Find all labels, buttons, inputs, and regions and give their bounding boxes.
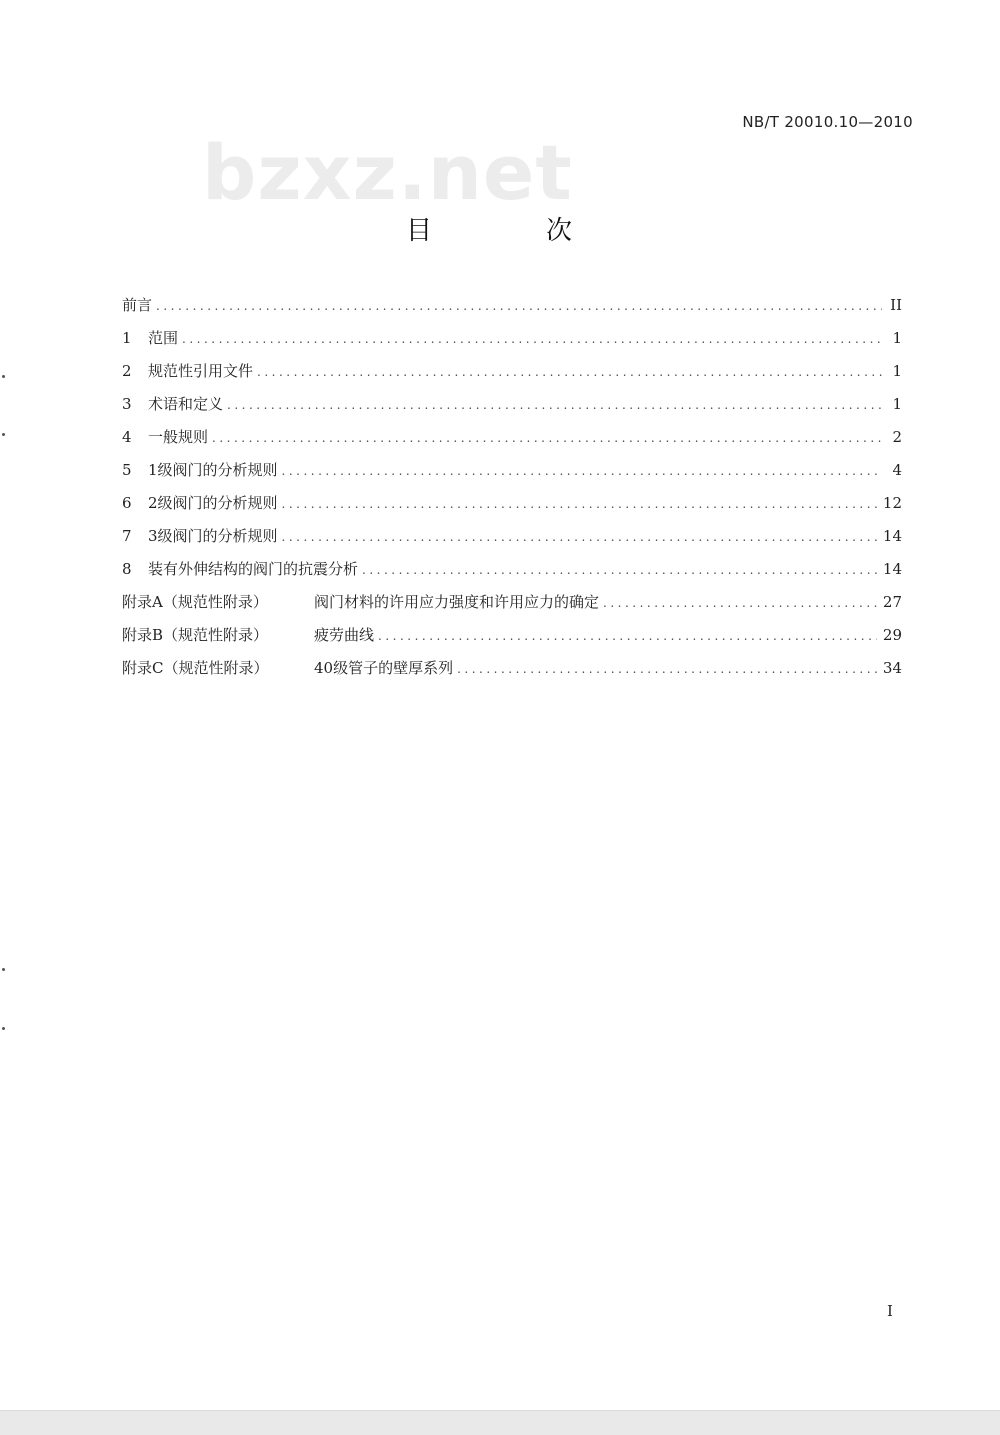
toc-leader-dots	[227, 398, 882, 412]
toc-entry-2[interactable]	[122, 360, 902, 393]
toc-leader-dots	[212, 431, 882, 445]
toc-entry-5[interactable]	[122, 459, 902, 492]
toc-leader-dots	[282, 464, 882, 478]
scan-speck	[2, 1027, 5, 1030]
toc-page-number: 1	[892, 362, 902, 380]
scan-speck	[2, 375, 5, 378]
toc-leader-dots	[603, 596, 877, 610]
toc-page-number: 29	[882, 626, 902, 644]
toc-section-number: 3	[122, 395, 132, 413]
toc-appendix-tag: 附录A（规范性附录）	[122, 593, 268, 611]
toc-page-number: 4	[892, 461, 902, 479]
toc-page-number: II	[890, 296, 902, 314]
toc-page-number: 1	[892, 329, 902, 347]
toc-entry-4[interactable]	[122, 426, 902, 459]
toc-label: 3级阀门的分析规则	[148, 527, 278, 545]
toc-page-number: 34	[882, 659, 902, 677]
toc-entry-appendix-a[interactable]	[122, 591, 902, 624]
toc-leader-dots	[282, 497, 877, 511]
toc-entry-foreword[interactable]	[122, 294, 902, 327]
toc-label: 一般规则	[148, 428, 209, 446]
toc-entry-7[interactable]	[122, 525, 902, 558]
toc-page-number: 1	[892, 395, 902, 413]
toc-entry-3[interactable]	[122, 393, 902, 426]
scan-speck	[2, 433, 5, 436]
toc-entry-6[interactable]	[122, 492, 902, 525]
toc-label: 范围	[148, 329, 179, 347]
toc-label: 装有外伸结构的阀门的抗震分析	[148, 560, 359, 578]
toc-label: 规范性引用文件	[148, 362, 254, 380]
page-title: 目 次	[405, 216, 616, 246]
standard-code: NB/T 20010.10—2010	[742, 113, 913, 131]
toc-label: 疲劳曲线	[314, 626, 375, 644]
toc-label: 40级管子的壁厚系列	[314, 659, 454, 677]
toc-section-number: 2	[122, 362, 132, 380]
toc-section-number: 1	[122, 329, 132, 347]
toc-entry-1[interactable]	[122, 327, 902, 360]
toc-leader-dots	[156, 299, 882, 313]
toc-entry-appendix-c[interactable]	[122, 657, 902, 690]
toc-label: 术语和定义	[148, 395, 224, 413]
toc-appendix-tag: 附录B（规范性附录）	[122, 626, 269, 644]
toc-entry-8[interactable]	[122, 558, 902, 591]
toc-entry-appendix-b[interactable]	[122, 624, 902, 657]
scan-speck	[2, 968, 5, 971]
toc-section-number: 7	[122, 527, 132, 545]
toc-section-number: 5	[122, 461, 132, 479]
toc-leader-dots	[257, 365, 882, 379]
toc-label: 阀门材料的许用应力强度和许用应力的确定	[314, 593, 600, 611]
toc-leader-dots	[378, 629, 877, 643]
toc-leader-dots	[282, 530, 877, 544]
toc-section-number: 8	[122, 560, 132, 578]
toc-leader-dots	[362, 563, 877, 577]
page-number: I	[887, 1302, 893, 1320]
toc-section-number: 4	[122, 428, 132, 446]
toc-appendix-tag: 附录C（规范性附录）	[122, 659, 269, 677]
toc-label: 1级阀门的分析规则	[148, 461, 278, 479]
table-of-contents	[122, 294, 902, 690]
toc-label: 前言	[122, 296, 153, 314]
toc-page-number: 27	[882, 593, 902, 611]
toc-page-number: 2	[892, 428, 902, 446]
toc-page-number: 12	[882, 494, 902, 512]
toc-page-number: 14	[882, 560, 902, 578]
watermark: bzxz.net	[202, 128, 573, 217]
viewer-bottom-bar	[0, 1410, 1000, 1435]
toc-leader-dots	[182, 332, 882, 346]
toc-leader-dots	[457, 662, 877, 676]
toc-section-number: 6	[122, 494, 132, 512]
toc-label: 2级阀门的分析规则	[148, 494, 278, 512]
toc-page-number: 14	[882, 527, 902, 545]
